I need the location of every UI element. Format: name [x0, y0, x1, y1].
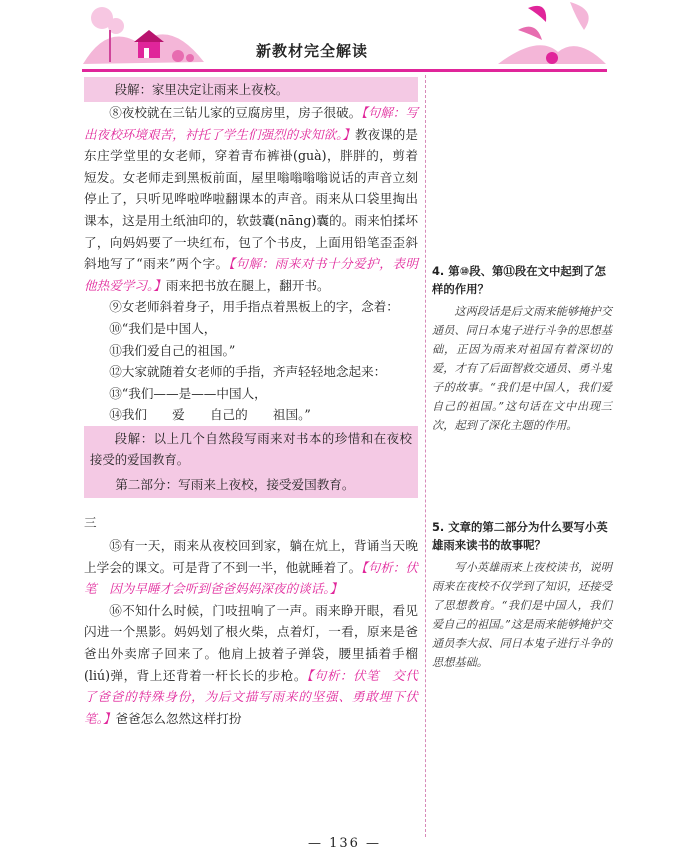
decor-left-icon [78, 0, 208, 72]
paragraph-9: ⑨女老师斜着身子，用手指点着黑板上的字，念着： [109, 299, 399, 315]
paragraph-16-text: ⑯不知什么时候，门吱扭响了一声。雨来睁开眼，看见闪进一个黑影。妈妈划了根火柴，点着灯，一看，原来是爸爸出外卖席子回来了。他肩上披着子弹袋，腰里插着手榴(liú)弹，背上还背着一杆长长的步枪。 [84, 602, 418, 683]
paragraph-summary: 段解：以上几个自然段写雨来对书本的珍惜和在夜校接受的爱国教育。 [84, 426, 418, 472]
side-note-4 [432, 262, 612, 435]
paragraph-8 [84, 102, 418, 296]
side-note-5 [432, 518, 612, 672]
side-question: 5. 文章的第二部分为什么要写小英雄雨来读书的故事呢？ [432, 520, 608, 552]
section-heading: 三 [84, 514, 97, 530]
sentence-annotation: 【句析：伏笔 交代了爸爸的特殊身份，为后文描写雨来的坚强、勇敢埋下伏笔。】 [84, 667, 418, 726]
paragraph-12: ⑫大家就随着女老师的手指，齐声轻轻地念起来： [109, 364, 387, 380]
sentence-annotation: 【句解：写出夜校环境艰苦，衬托了学生们强烈的求知欲。】 [84, 105, 419, 142]
decor-right-icon [488, 0, 608, 72]
column-divider [425, 75, 426, 837]
paragraph-16-tail: 爸爸怎么忽然这样打扮 [115, 710, 242, 726]
paragraph-16 [84, 600, 418, 730]
side-answer: 这两段话是后文雨来能够掩护交通员、同日本鬼子进行斗争的思想基础，正因为雨来对祖国有着深切的爱，才有了后面智救交通员、勇斗鬼子的故事。“我们是中国人，我们爱自己的祖国。”这句话在文中出现三次，起到了深化主题的作用。 [432, 305, 612, 432]
paragraph-8-end: 雨来把书放在腿上，翻开书。 [165, 277, 330, 293]
page-header [0, 0, 689, 80]
side-question: 4. 第⑩段、第⑪段在文中起到了怎样的作用？ [432, 264, 606, 296]
header-title: 新教材完全解读 [256, 42, 369, 60]
paragraph-11: ⑪我们爱自己的祖国。” [109, 342, 236, 358]
paragraph-13: ⑬“我们——是——中国人， [109, 385, 267, 401]
paragraph-15-text: ⑮有一天，雨来从夜校回到家，躺在炕上，背诵当天晚上学会的课文。可是背了不到一半，他就睡着了。 [84, 538, 418, 575]
main-column [84, 77, 418, 729]
page-number: — 136 — [307, 836, 382, 851]
header-rule [82, 69, 607, 72]
paragraph-10: ⑩“我们是中国人， [109, 320, 217, 336]
paragraph-14: ⑭我们 爱 自己的 祖国。” [109, 407, 311, 423]
part-summary: 第二部分：写雨来上夜校，接受爱国教育。 [84, 472, 418, 498]
paragraph-summary: 段解：家里决定让雨来上夜校。 [84, 77, 418, 102]
side-answer: 写小英雄雨来上夜校读书，说明雨来在夜校不仅学到了知识，还接受了思想教育。“我们是中国人，我们爱自己的祖国。”这是雨来能够掩护交通员李大叔、同日本鬼子进行斗争的思想基础。 [432, 561, 612, 669]
paragraph-15 [84, 535, 418, 600]
paragraph-8-text: ⑧夜校就在三钻儿家的豆腐房里，房子很破。 [109, 105, 362, 120]
paragraph-8-middle: 教夜课的是东庄学堂里的女老师，穿着青布裤褂(guà)，胖胖的，剪着短发。女老师走到黑板前面，屋里嗡嗡嗡嗡说话的声音立刻停止了，只听见哗啦哗啦翻课本的声音。雨来从口袋里掏出课本，这是用土纸油印的，软鼓囊(nāng)囊的。雨来怕揉坏了，向妈妈要了一块红布，包了个书皮，上面用铅笔歪歪斜斜地写了“雨来”两个字。 [84, 126, 419, 272]
sentence-annotation: 【句解：雨来对书十分爱护，表明他热爱学习。】 [84, 256, 418, 293]
sentence-annotation: 【句析：伏笔 因为早睡才会听到爸爸妈妈深夜的谈话。】 [84, 559, 419, 597]
